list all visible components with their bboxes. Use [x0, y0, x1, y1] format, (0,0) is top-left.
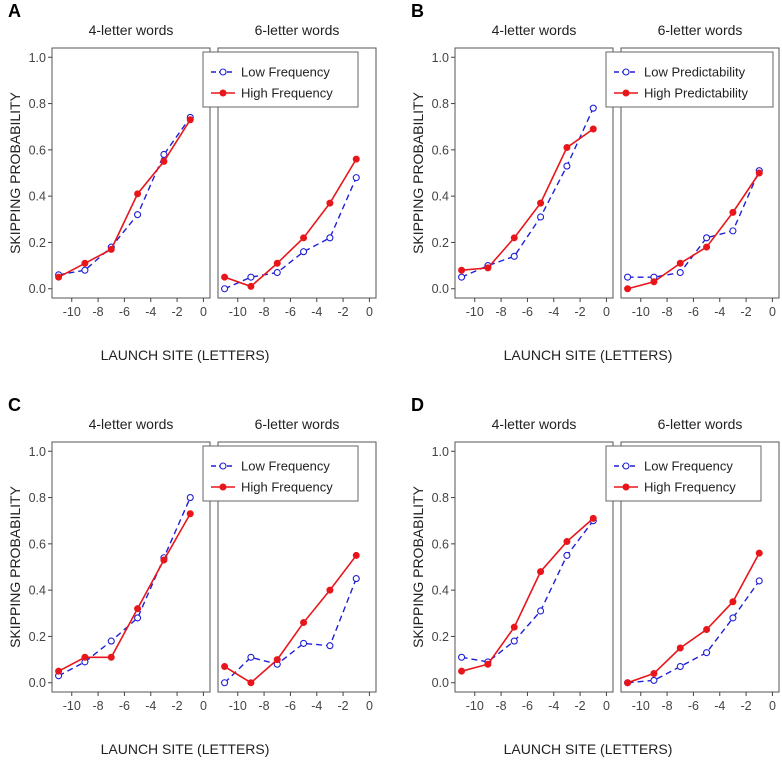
data-point-high: [274, 657, 280, 663]
x-tick-label: -10: [62, 699, 81, 713]
data-point-high: [222, 274, 228, 280]
y-tick-label: 0.8: [28, 491, 46, 506]
data-point-high: [485, 661, 491, 667]
y-axis-label: SKIPPING PROBABILITY: [7, 92, 23, 254]
y-tick-label: 0.6: [431, 537, 449, 552]
x-tick-label: 0: [768, 699, 776, 713]
x-tick-label: -10: [465, 305, 484, 319]
data-point-high: [161, 158, 167, 164]
data-point-high: [301, 235, 307, 241]
data-point-high: [327, 200, 333, 206]
data-point-high: [677, 260, 683, 266]
y-tick-label: 1.0: [431, 50, 449, 65]
data-point-low: [511, 253, 517, 259]
panel-letter-d: D: [411, 395, 424, 415]
data-point-low: [730, 615, 736, 621]
data-point-high: [353, 156, 359, 162]
y-axis-label: SKIPPING PROBABILITY: [410, 92, 426, 254]
x-tick-label: -8: [661, 305, 673, 319]
data-point-low: [564, 552, 570, 558]
data-point-high: [677, 645, 683, 651]
x-tick-label: -2: [337, 305, 349, 319]
x-tick-label: -10: [465, 699, 484, 713]
x-tick-label: -6: [118, 699, 130, 713]
data-point-low: [301, 249, 307, 255]
data-point-high: [625, 680, 631, 686]
x-tick-label: -4: [145, 305, 157, 319]
y-tick-label: 1.0: [431, 444, 449, 459]
data-point-high: [756, 550, 762, 556]
y-tick-label: 0.2: [431, 235, 449, 250]
y-tick-label: 0.8: [431, 97, 449, 112]
legend-label-low: Low Frequency: [241, 64, 330, 80]
data-point-high: [590, 515, 596, 521]
y-tick-label: 1.0: [28, 444, 46, 459]
x-axis-label: LAUNCH SITE (LETTERS): [100, 347, 270, 363]
data-point-high: [459, 267, 465, 273]
data-point-low: [327, 643, 333, 649]
legend-marker-low: [623, 463, 629, 469]
x-tick-label: -2: [171, 699, 183, 713]
data-point-low: [677, 664, 683, 670]
x-tick-label: 0: [602, 699, 610, 713]
legend-marker-low: [623, 69, 629, 75]
data-point-high: [82, 654, 88, 660]
x-tick-label: -8: [258, 699, 270, 713]
data-point-high: [651, 670, 657, 676]
data-point-low: [625, 274, 631, 280]
y-tick-label: 0.2: [431, 629, 449, 644]
data-point-high: [161, 557, 167, 563]
legend-label-high: High Frequency: [241, 85, 333, 101]
data-point-low: [511, 638, 517, 644]
x-tick-label: -6: [284, 305, 296, 319]
x-tick-label: 0: [365, 305, 373, 319]
data-point-low: [564, 163, 570, 169]
facet-title-6-letter: 6-letter words: [657, 22, 743, 38]
y-tick-label: 0.8: [431, 491, 449, 506]
x-axis-label: LAUNCH SITE (LETTERS): [100, 741, 270, 757]
legend-label-high: High Predictability: [644, 85, 749, 101]
data-point-high: [511, 235, 517, 241]
legend: [203, 52, 358, 107]
panel-letter-c: C: [8, 395, 21, 415]
data-point-low: [538, 214, 544, 220]
x-tick-label: -2: [740, 305, 752, 319]
y-tick-label: 1.0: [28, 50, 46, 65]
x-tick-label: 0: [602, 305, 610, 319]
x-tick-label: -4: [311, 305, 323, 319]
data-point-low: [187, 495, 193, 501]
legend-label-high: High Frequency: [644, 479, 736, 495]
x-tick-label: -2: [574, 699, 586, 713]
y-tick-label: 0.4: [28, 189, 46, 204]
data-point-high: [651, 279, 657, 285]
y-tick-label: 0.4: [431, 189, 449, 204]
legend-marker-high: [623, 90, 629, 96]
x-tick-label: -4: [145, 699, 157, 713]
data-point-low: [222, 286, 228, 292]
data-point-high: [274, 260, 280, 266]
x-tick-label: 0: [199, 305, 207, 319]
data-point-low: [248, 654, 254, 660]
data-point-high: [730, 599, 736, 605]
data-point-low: [82, 267, 88, 273]
panel-letter-b: B: [411, 1, 424, 21]
x-tick-label: -10: [228, 305, 247, 319]
data-point-low: [459, 274, 465, 280]
data-point-high: [56, 274, 62, 280]
y-tick-label: 0.6: [28, 143, 46, 158]
data-point-high: [485, 265, 491, 271]
data-point-low: [677, 270, 683, 276]
y-tick-label: 0.0: [28, 676, 46, 691]
x-tick-label: -6: [687, 699, 699, 713]
data-point-low: [353, 175, 359, 181]
legend-label-low: Low Frequency: [241, 458, 330, 474]
data-point-high: [564, 539, 570, 545]
legend: [606, 446, 761, 501]
data-point-high: [459, 668, 465, 674]
x-tick-label: -8: [92, 305, 104, 319]
x-tick-label: -6: [118, 305, 130, 319]
x-tick-label: -6: [687, 305, 699, 319]
data-point-low: [248, 274, 254, 280]
x-tick-label: -10: [62, 305, 81, 319]
facet-title-6-letter: 6-letter words: [254, 22, 340, 38]
data-point-low: [353, 576, 359, 582]
facet-title-6-letter: 6-letter words: [254, 416, 340, 432]
data-point-high: [108, 246, 114, 252]
data-point-high: [756, 170, 762, 176]
data-point-high: [704, 627, 710, 633]
legend-label-low: Low Frequency: [644, 458, 733, 474]
data-point-low: [459, 654, 465, 660]
x-tick-label: -6: [521, 699, 533, 713]
x-tick-label: -2: [740, 699, 752, 713]
data-point-low: [704, 235, 710, 241]
data-point-low: [590, 105, 596, 111]
data-point-low: [108, 638, 114, 644]
y-tick-label: 0.6: [28, 537, 46, 552]
data-point-high: [704, 244, 710, 250]
x-tick-label: -2: [171, 305, 183, 319]
data-point-low: [135, 615, 141, 621]
data-point-high: [511, 624, 517, 630]
x-tick-label: -4: [714, 305, 726, 319]
legend-marker-high: [220, 484, 226, 490]
panel-letter-a: A: [8, 1, 21, 21]
data-point-low: [730, 228, 736, 234]
y-tick-label: 0.0: [431, 282, 449, 297]
y-axis-label: SKIPPING PROBABILITY: [410, 486, 426, 648]
data-point-low: [651, 677, 657, 683]
data-point-high: [730, 209, 736, 215]
data-point-low: [704, 650, 710, 656]
legend-marker-low: [220, 463, 226, 469]
x-tick-label: -6: [521, 305, 533, 319]
legend: [606, 52, 773, 107]
x-tick-label: -4: [548, 305, 560, 319]
facet-title-4-letter: 4-letter words: [88, 416, 174, 432]
data-point-low: [135, 212, 141, 218]
legend-label-low: Low Predictability: [644, 64, 746, 80]
facet-title-4-letter: 4-letter words: [491, 22, 577, 38]
legend-marker-low: [220, 69, 226, 75]
data-point-high: [56, 668, 62, 674]
data-point-high: [248, 283, 254, 289]
x-tick-label: -4: [311, 699, 323, 713]
facet-title-4-letter: 4-letter words: [88, 22, 174, 38]
x-tick-label: 0: [365, 699, 373, 713]
data-point-high: [222, 664, 228, 670]
data-point-low: [327, 235, 333, 241]
data-point-low: [756, 578, 762, 584]
data-point-high: [538, 569, 544, 575]
data-point-high: [538, 200, 544, 206]
data-point-low: [161, 151, 167, 157]
data-point-high: [564, 145, 570, 151]
x-axis-label: LAUNCH SITE (LETTERS): [503, 741, 673, 757]
data-point-low: [538, 608, 544, 614]
data-point-high: [187, 117, 193, 123]
x-tick-label: -10: [631, 305, 650, 319]
data-point-low: [274, 270, 280, 276]
facet-title-6-letter: 6-letter words: [657, 416, 743, 432]
x-tick-label: 0: [199, 699, 207, 713]
x-tick-label: -8: [661, 699, 673, 713]
x-tick-label: -8: [92, 699, 104, 713]
legend-marker-high: [220, 90, 226, 96]
data-point-high: [625, 286, 631, 292]
y-tick-label: 0.0: [431, 676, 449, 691]
x-tick-label: -8: [258, 305, 270, 319]
data-point-high: [108, 654, 114, 660]
x-tick-label: -4: [548, 699, 560, 713]
y-tick-label: 0.0: [28, 282, 46, 297]
data-point-low: [301, 640, 307, 646]
legend-label-high: High Frequency: [241, 479, 333, 495]
data-point-high: [135, 606, 141, 612]
y-axis-label: SKIPPING PROBABILITY: [7, 486, 23, 648]
data-point-high: [248, 680, 254, 686]
data-point-low: [222, 680, 228, 686]
y-tick-label: 0.2: [28, 629, 46, 644]
x-tick-label: -2: [337, 699, 349, 713]
y-tick-label: 0.6: [431, 143, 449, 158]
x-tick-label: -10: [228, 699, 247, 713]
x-tick-label: -6: [284, 699, 296, 713]
y-tick-label: 0.4: [28, 583, 46, 598]
data-point-high: [590, 126, 596, 132]
x-tick-label: -10: [631, 699, 650, 713]
x-tick-label: -8: [495, 699, 507, 713]
x-tick-label: -4: [714, 699, 726, 713]
data-point-high: [82, 260, 88, 266]
y-tick-label: 0.8: [28, 97, 46, 112]
x-tick-label: -2: [574, 305, 586, 319]
data-point-high: [187, 511, 193, 517]
y-tick-label: 0.2: [28, 235, 46, 250]
legend: [203, 446, 358, 501]
x-tick-label: 0: [768, 305, 776, 319]
x-tick-label: -8: [495, 305, 507, 319]
legend-marker-high: [623, 484, 629, 490]
facet-title-4-letter: 4-letter words: [491, 416, 577, 432]
y-tick-label: 0.4: [431, 583, 449, 598]
data-point-high: [135, 191, 141, 197]
data-point-high: [353, 552, 359, 558]
data-point-high: [327, 587, 333, 593]
data-point-high: [301, 620, 307, 626]
x-axis-label: LAUNCH SITE (LETTERS): [503, 347, 673, 363]
